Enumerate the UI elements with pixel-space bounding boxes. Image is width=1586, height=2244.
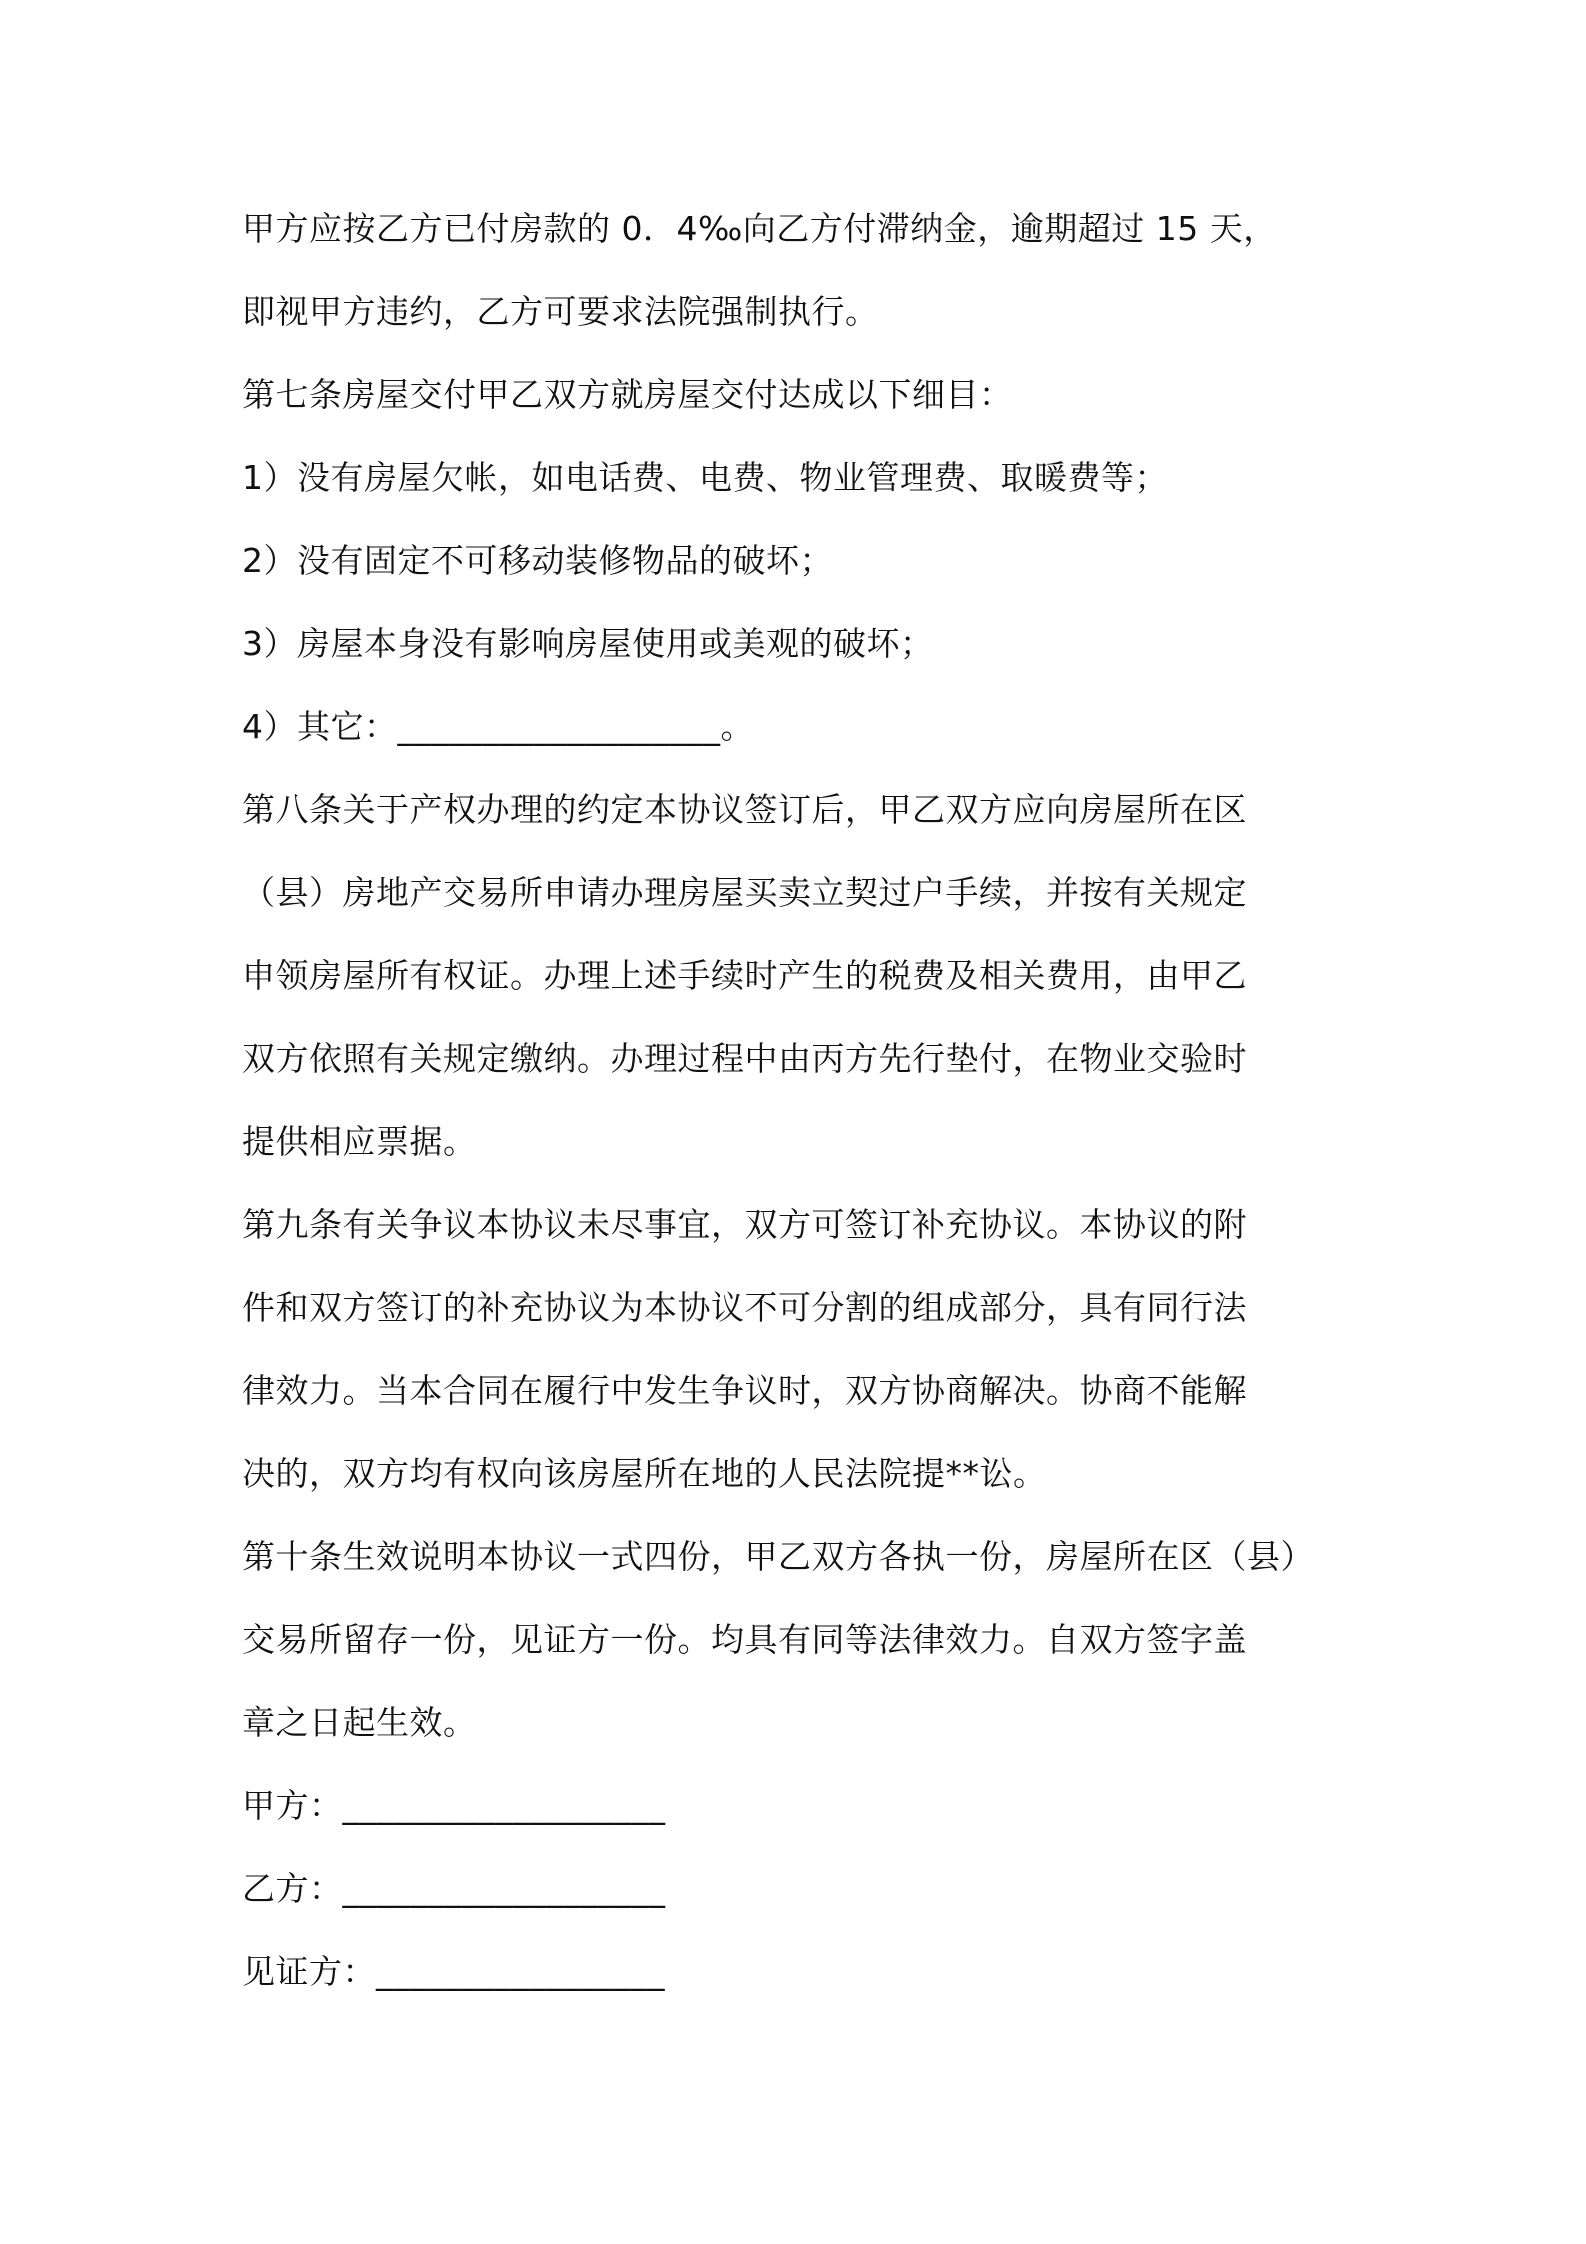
article-8-line-3: 申领房屋所有权证。办理上述手续时产生的税费及相关费用，由甲乙 (242, 956, 1247, 995)
article-8-line-2: （县）房地产交易所申请办理房屋买卖立契过户手续，并按有关规定 (242, 873, 1247, 912)
witness-signature-line: 见证方：_________________ (242, 1952, 665, 1991)
article-10-line-2: 交易所留存一份，见证方一份。均具有同等法律效力。自双方签字盖 (242, 1620, 1247, 1659)
article-9-line-2: 件和双方签订的补充协议为本协议不可分割的组成部分，具有同行法 (242, 1288, 1247, 1327)
list-item-4: 4）其它：___________________。 (242, 707, 754, 746)
article-7-heading: 第七条房屋交付甲乙双方就房屋交付达成以下细目： (242, 375, 1013, 414)
party-b-signature-line: 乙方：___________________ (242, 1869, 666, 1908)
text-line-2: 即视甲方违约，乙方可要求法院强制执行。 (242, 292, 879, 331)
list-item-3: 3）房屋本身没有影响房屋使用或美观的破坏； (242, 624, 934, 663)
list-item-2: 2）没有固定不可移动装修物品的破坏； (242, 541, 833, 580)
article-9-line-4: 决的，双方均有权向该房屋所在地的人民法院提**讼。 (242, 1454, 1047, 1493)
article-9-line-1: 第九条有关争议本协议未尽事宜，双方可签订补充协议。本协议的附 (242, 1205, 1247, 1244)
article-8-line-5: 提供相应票据。 (242, 1122, 477, 1161)
article-9-line-3: 律效力。当本合同在履行中发生争议时，双方协商解决。协商不能解 (242, 1371, 1247, 1410)
article-10-line-1: 第十条生效说明本协议一式四份，甲乙双方各执一份，房屋所在区（县） (242, 1537, 1314, 1576)
article-8-line-1: 第八条关于产权办理的约定本协议签订后，甲乙双方应向房屋所在区 (242, 790, 1247, 829)
text-line-1: 甲方应按乙方已付房款的 0．4‰向乙方付滞纳金，逾期超过 15 天， (242, 209, 1277, 248)
article-10-line-3: 章之日起生效。 (242, 1703, 477, 1742)
article-8-line-4: 双方依照有关规定缴纳。办理过程中由丙方先行垫付，在物业交验时 (242, 1039, 1247, 1078)
party-a-signature-line: 甲方：___________________ (242, 1786, 666, 1825)
list-item-1: 1）没有房屋欠帐，如电话费、电费、物业管理费、取暖费等； (242, 458, 1168, 497)
